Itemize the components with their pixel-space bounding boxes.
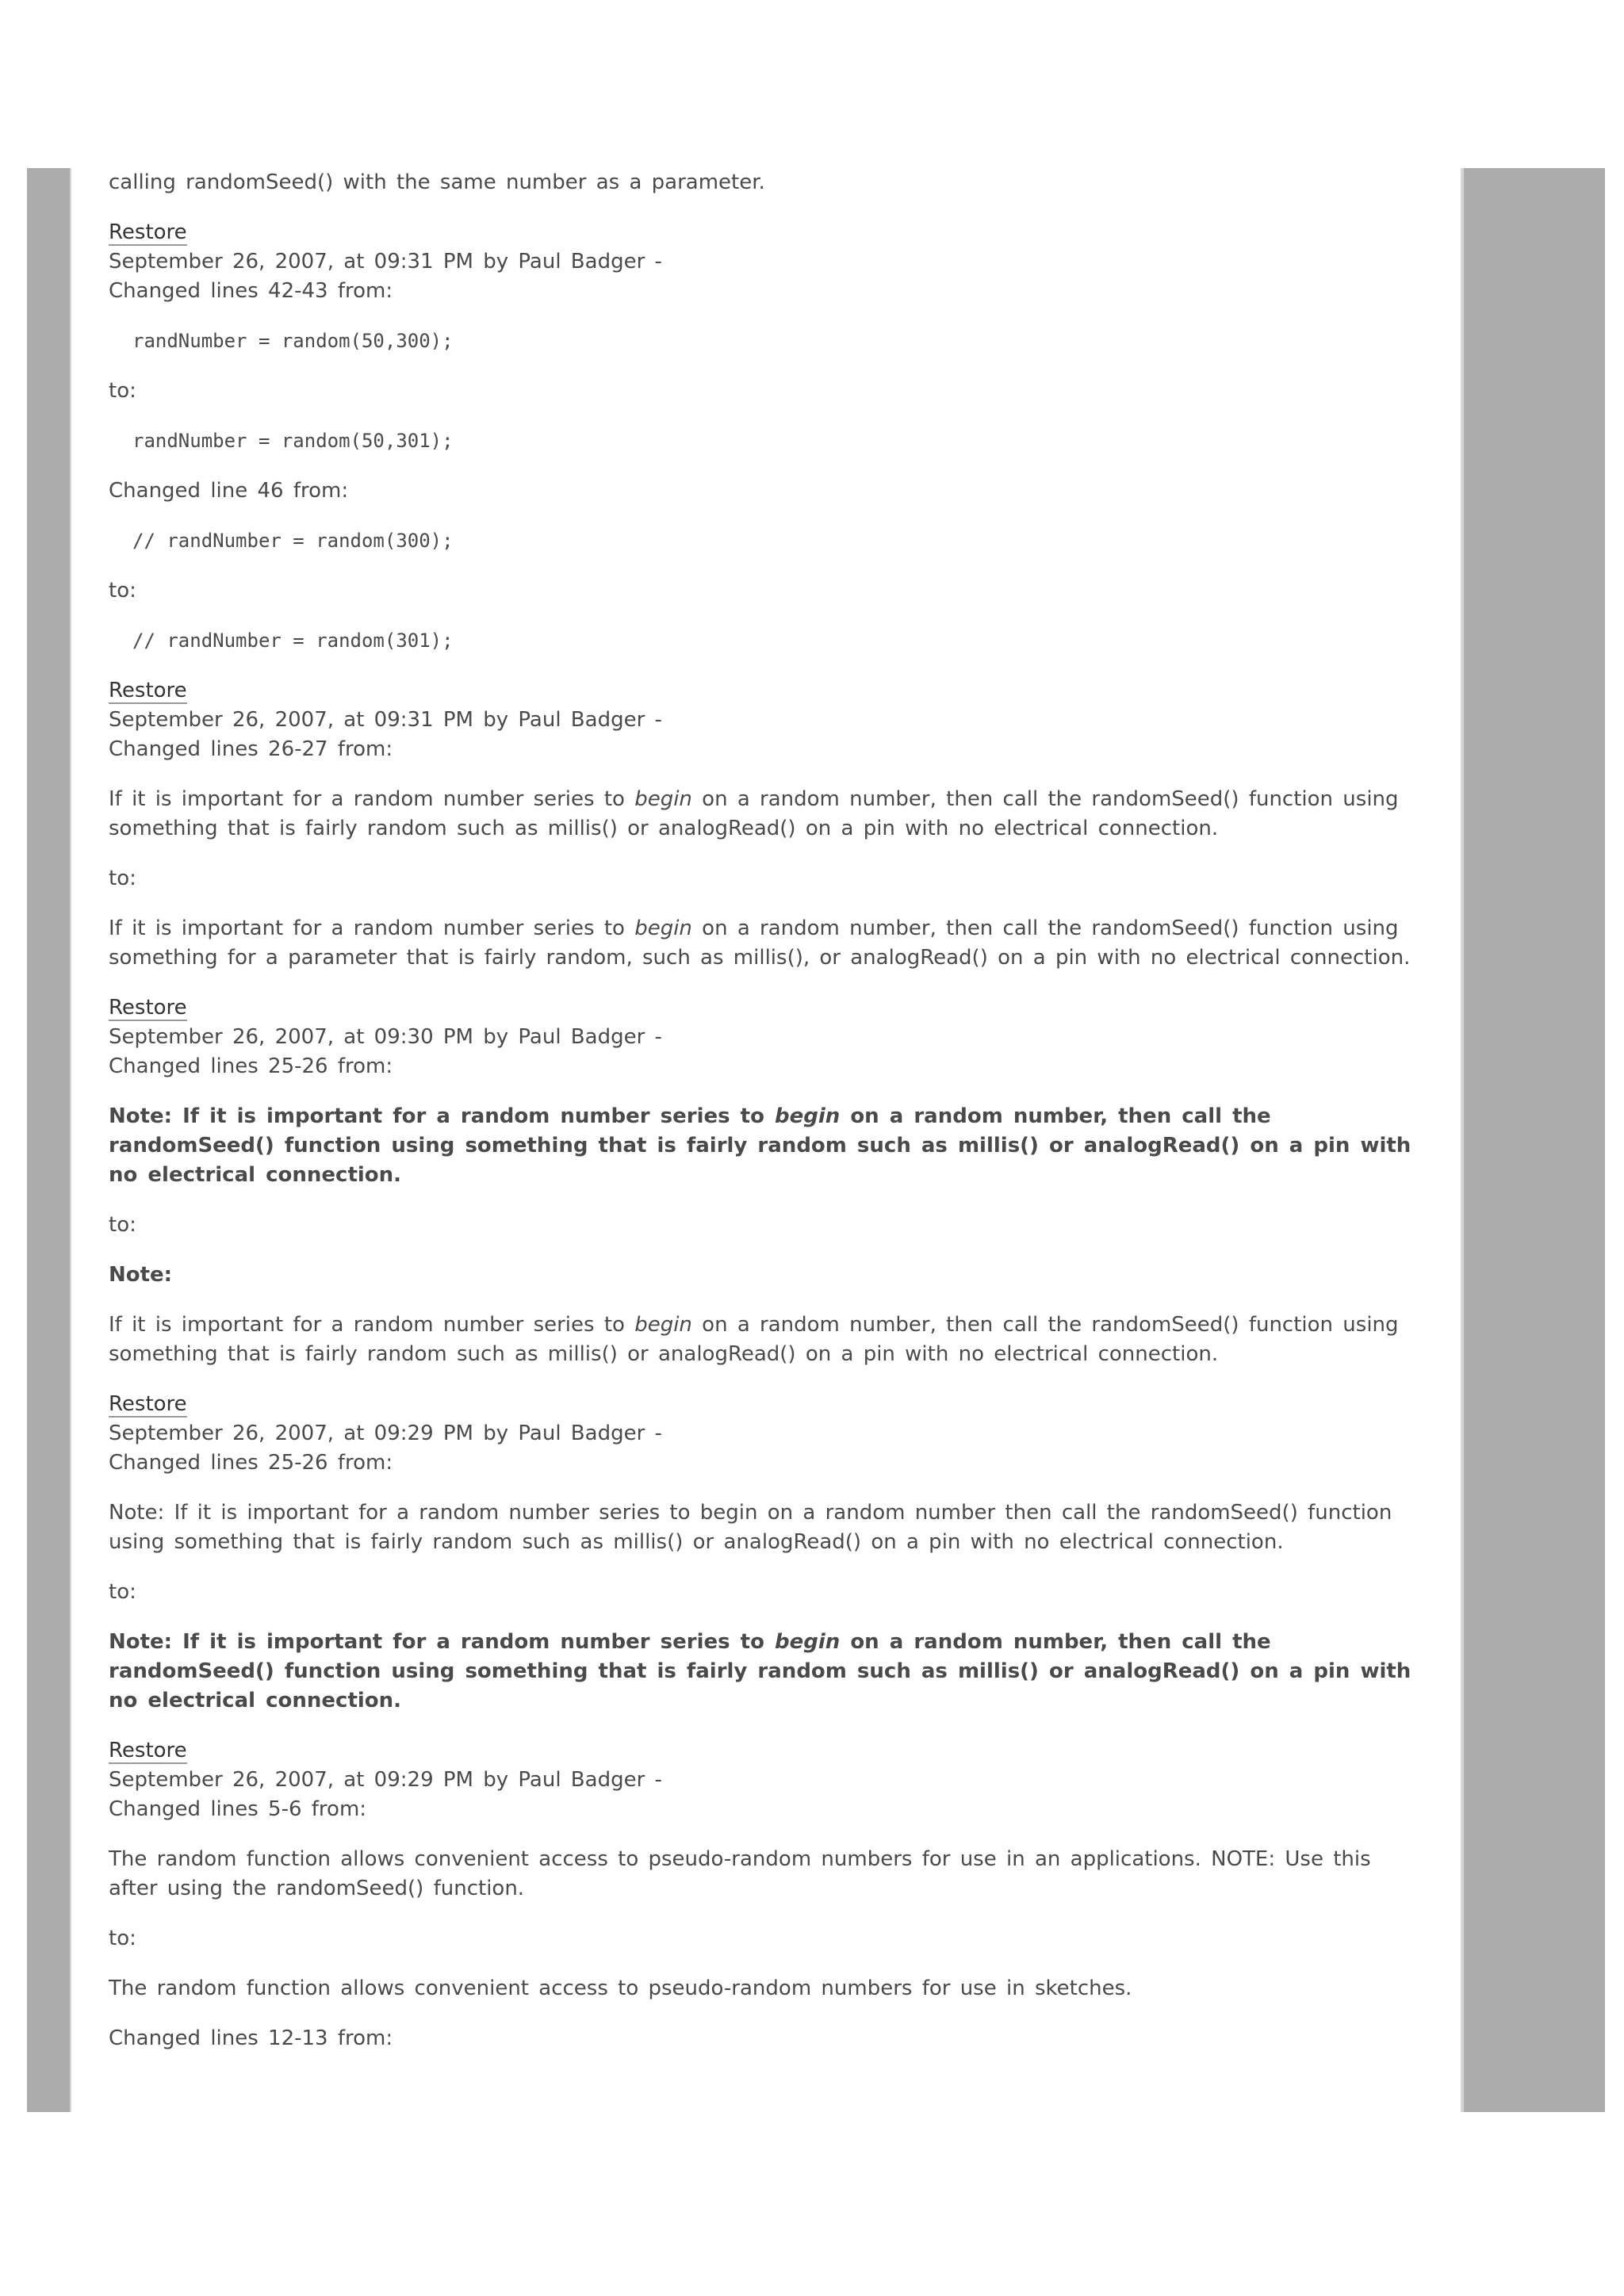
to-label: to: <box>109 867 136 890</box>
text-to: Note: If it is important for a random number series to begin on a random number, then call the randomSeed() function using something that is fairly random such as millis() or analogRead() on a pin with no electrical connection. <box>109 1630 1411 1712</box>
right-margin-bar <box>1464 168 1605 2112</box>
restore-link[interactable]: Restore <box>109 220 187 244</box>
change-label: Changed lines 12-13 from: <box>109 2026 393 2050</box>
text-from: Note: If it is important for a random number series to begin on a random number then call the randomSeed() function using something that is fairly random such as millis() or analogRead() on a pin with no electrical connection. <box>109 1501 1392 1554</box>
change-label: Changed lines 42-43 from: <box>109 279 393 303</box>
text-from: The random function allows convenient access to pseudo-random numbers for use in an applications. NOTE: Use this after using the randomSeed() function. <box>109 1847 1371 1900</box>
code-from: // randNumber = random(300); <box>132 530 454 552</box>
change-label: Changed lines 25-26 from: <box>109 1054 393 1078</box>
restore-link[interactable]: Restore <box>109 679 187 702</box>
change-label: Changed lines 5-6 from: <box>109 1797 367 1821</box>
text-to: If it is important for a random number series to begin on a random number, then call the randomSeed() function using something for a parameter that is fairly random, such as millis(), or analogRead() on a pin with no electrical connection. <box>109 916 1411 970</box>
restore-link[interactable]: Restore <box>109 996 187 1020</box>
code-to: // randNumber = random(301); <box>132 629 454 652</box>
left-margin-bar-edge <box>70 168 71 2112</box>
to-label: to: <box>109 379 136 403</box>
revision-meta: September 26, 2007, at 09:29 PM by Paul Badger - <box>109 1422 662 1445</box>
to-label: to: <box>109 1213 136 1237</box>
revision-meta: September 26, 2007, at 09:29 PM by Paul Badger - <box>109 1768 662 1792</box>
text-to: The random function allows convenient access to pseudo-random numbers for use in sketches. <box>109 1976 1132 2000</box>
code-to: randNumber = random(50,301); <box>132 430 454 452</box>
restore-link[interactable]: Restore <box>109 1739 187 1762</box>
left-margin-bar <box>27 168 70 2112</box>
intro-text: calling randomSeed() with the same number as a parameter. <box>109 170 765 194</box>
revision-entry <box>109 1736 1425 2053</box>
restore-link[interactable]: Restore <box>109 1392 187 1416</box>
text-from: Note: If it is important for a random number series to begin on a random number, then call the randomSeed() function using something that is fairly random such as millis() or analogRead() on a pin with no electrical connection. <box>109 1104 1411 1187</box>
change-label: Changed lines 26-27 from: <box>109 737 393 761</box>
revision-meta: September 26, 2007, at 09:31 PM by Paul Badger - <box>109 250 662 274</box>
revision-entry <box>109 993 1425 1369</box>
change-label: Changed line 46 from: <box>109 479 349 503</box>
to-label: to: <box>109 579 136 603</box>
revision-meta: September 26, 2007, at 09:31 PM by Paul Badger - <box>109 708 662 732</box>
revision-meta: September 26, 2007, at 09:30 PM by Paul Badger - <box>109 1025 662 1049</box>
to-label: to: <box>109 1927 136 1950</box>
text-from: If it is important for a random number series to begin on a random number, then call the randomSeed() function using something that is fairly random such as millis() or analogRead() on a pin with no electrical connection. <box>109 787 1399 840</box>
revision-entry <box>109 676 1425 973</box>
revision-history <box>109 168 1425 2053</box>
to-label: to: <box>109 1580 136 1604</box>
revision-entry <box>109 1390 1425 1716</box>
change-label: Changed lines 25-26 from: <box>109 1451 393 1475</box>
text-to: If it is important for a random number series to begin on a random number, then call the randomSeed() function using something that is fairly random such as millis() or analogRead() on a pin with no electrical connection. <box>109 1313 1399 1366</box>
revision-entry <box>109 218 1425 656</box>
note-label: Note: <box>109 1263 173 1287</box>
code-from: randNumber = random(50,300); <box>132 330 454 352</box>
